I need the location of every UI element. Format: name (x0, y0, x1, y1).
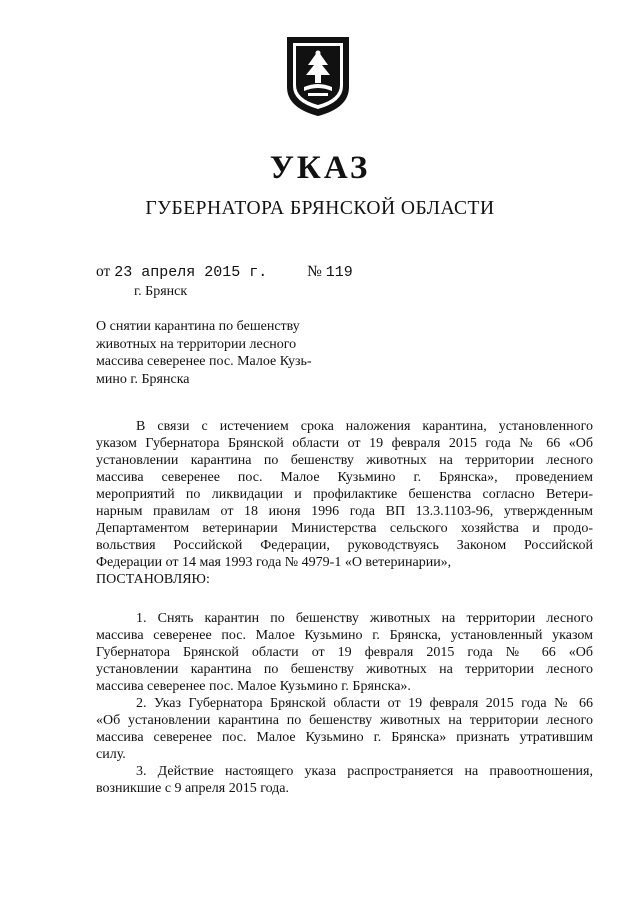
coat-of-arms-icon (284, 35, 352, 117)
item-1-line: массива северенее пос. Малое Кузьмино г. Брянска, установленный указом (96, 628, 593, 643)
item-1-line: 1. Снять карантин по бешенству животных на территории лесного (136, 611, 593, 626)
item-1 (96, 610, 593, 695)
date-prefix: от (96, 263, 111, 280)
decree-date: 23 апреля 2015 г. (114, 264, 268, 281)
subject-line: мино г. Брянска (96, 371, 190, 387)
item-2-line: 2. Указ Губернатора Брянской области от 19 февраля 2015 года № 66 (136, 696, 593, 711)
number-label: № (307, 263, 322, 280)
item-3 (96, 763, 593, 797)
preamble-line: мероприятий по ликвидации и профилактике бешенства согласно Ветери- (96, 487, 593, 502)
item-2-line: силу. (96, 747, 126, 762)
preamble-line: нарным правилам от 18 июня 1996 года ВП 13.3.1103-96, утвержденным (96, 504, 593, 519)
subject-line: О снятии карантина по бешенству (96, 319, 300, 334)
item-1-line: массива северенее пос. Малое Кузьмино г. Брянска». (96, 679, 411, 694)
item-3-line: возникшие с 9 апреля 2015 года. (96, 781, 290, 796)
decree-word: ПОСТАНОВЛЯЮ: (96, 572, 210, 587)
subject-line: животных на территории лесного (96, 336, 297, 352)
preamble-line: Федерации от 14 мая 1993 года № 4979-1 «О ветеринарии», (96, 555, 452, 570)
item-2-line: массива северенее пос. Малое Кузьмино г. Брянска» признать утратившим (96, 730, 593, 745)
subject-line: массива северенее пос. Малое Кузь- (96, 354, 312, 369)
preamble-line: вольствия Российской Федерации, руководствуясь Законом Российской (96, 538, 593, 553)
item-2 (96, 695, 593, 763)
item-2-line: «Об установлении карантина по бешенству животных на территории лесного (96, 713, 593, 728)
document-title: УКАЗ (269, 150, 371, 186)
preamble (96, 418, 593, 588)
preamble-line: установлении карантина по бешенству животных на территории лесного (96, 453, 593, 468)
preamble-line: указом Губернатора Брянской области от 19 февраля 2015 года № 66 «Об (96, 436, 593, 451)
issuer-subtitle: ГУБЕРНАТОРА БРЯНСКОЙ ОБЛАСТИ (145, 198, 495, 219)
item-1-line: Губернатора Брянской области от 19 февраля 2015 года № 66 «Об (96, 645, 593, 660)
preamble-line: В связи с истечением срока наложения карантина, установленного (136, 419, 593, 434)
decree-subject (96, 318, 336, 388)
decree-number: 119 (325, 264, 353, 281)
item-3-line: 3. Действие настоящего указа распространяется на правоотношения, (136, 764, 593, 779)
preamble-line: Департаментом ветеринарии Министерства сельского хозяйства и продо- (96, 521, 593, 536)
item-1-line: установлении карантина по бешенству животных на территории лесного (96, 662, 593, 677)
date-number-line (96, 263, 353, 281)
city: г. Брянск (134, 284, 188, 299)
decree-body (96, 418, 593, 797)
preamble-line: массива северенее пос. Малое Кузьмино г. Брянска», проведением (96, 470, 593, 485)
